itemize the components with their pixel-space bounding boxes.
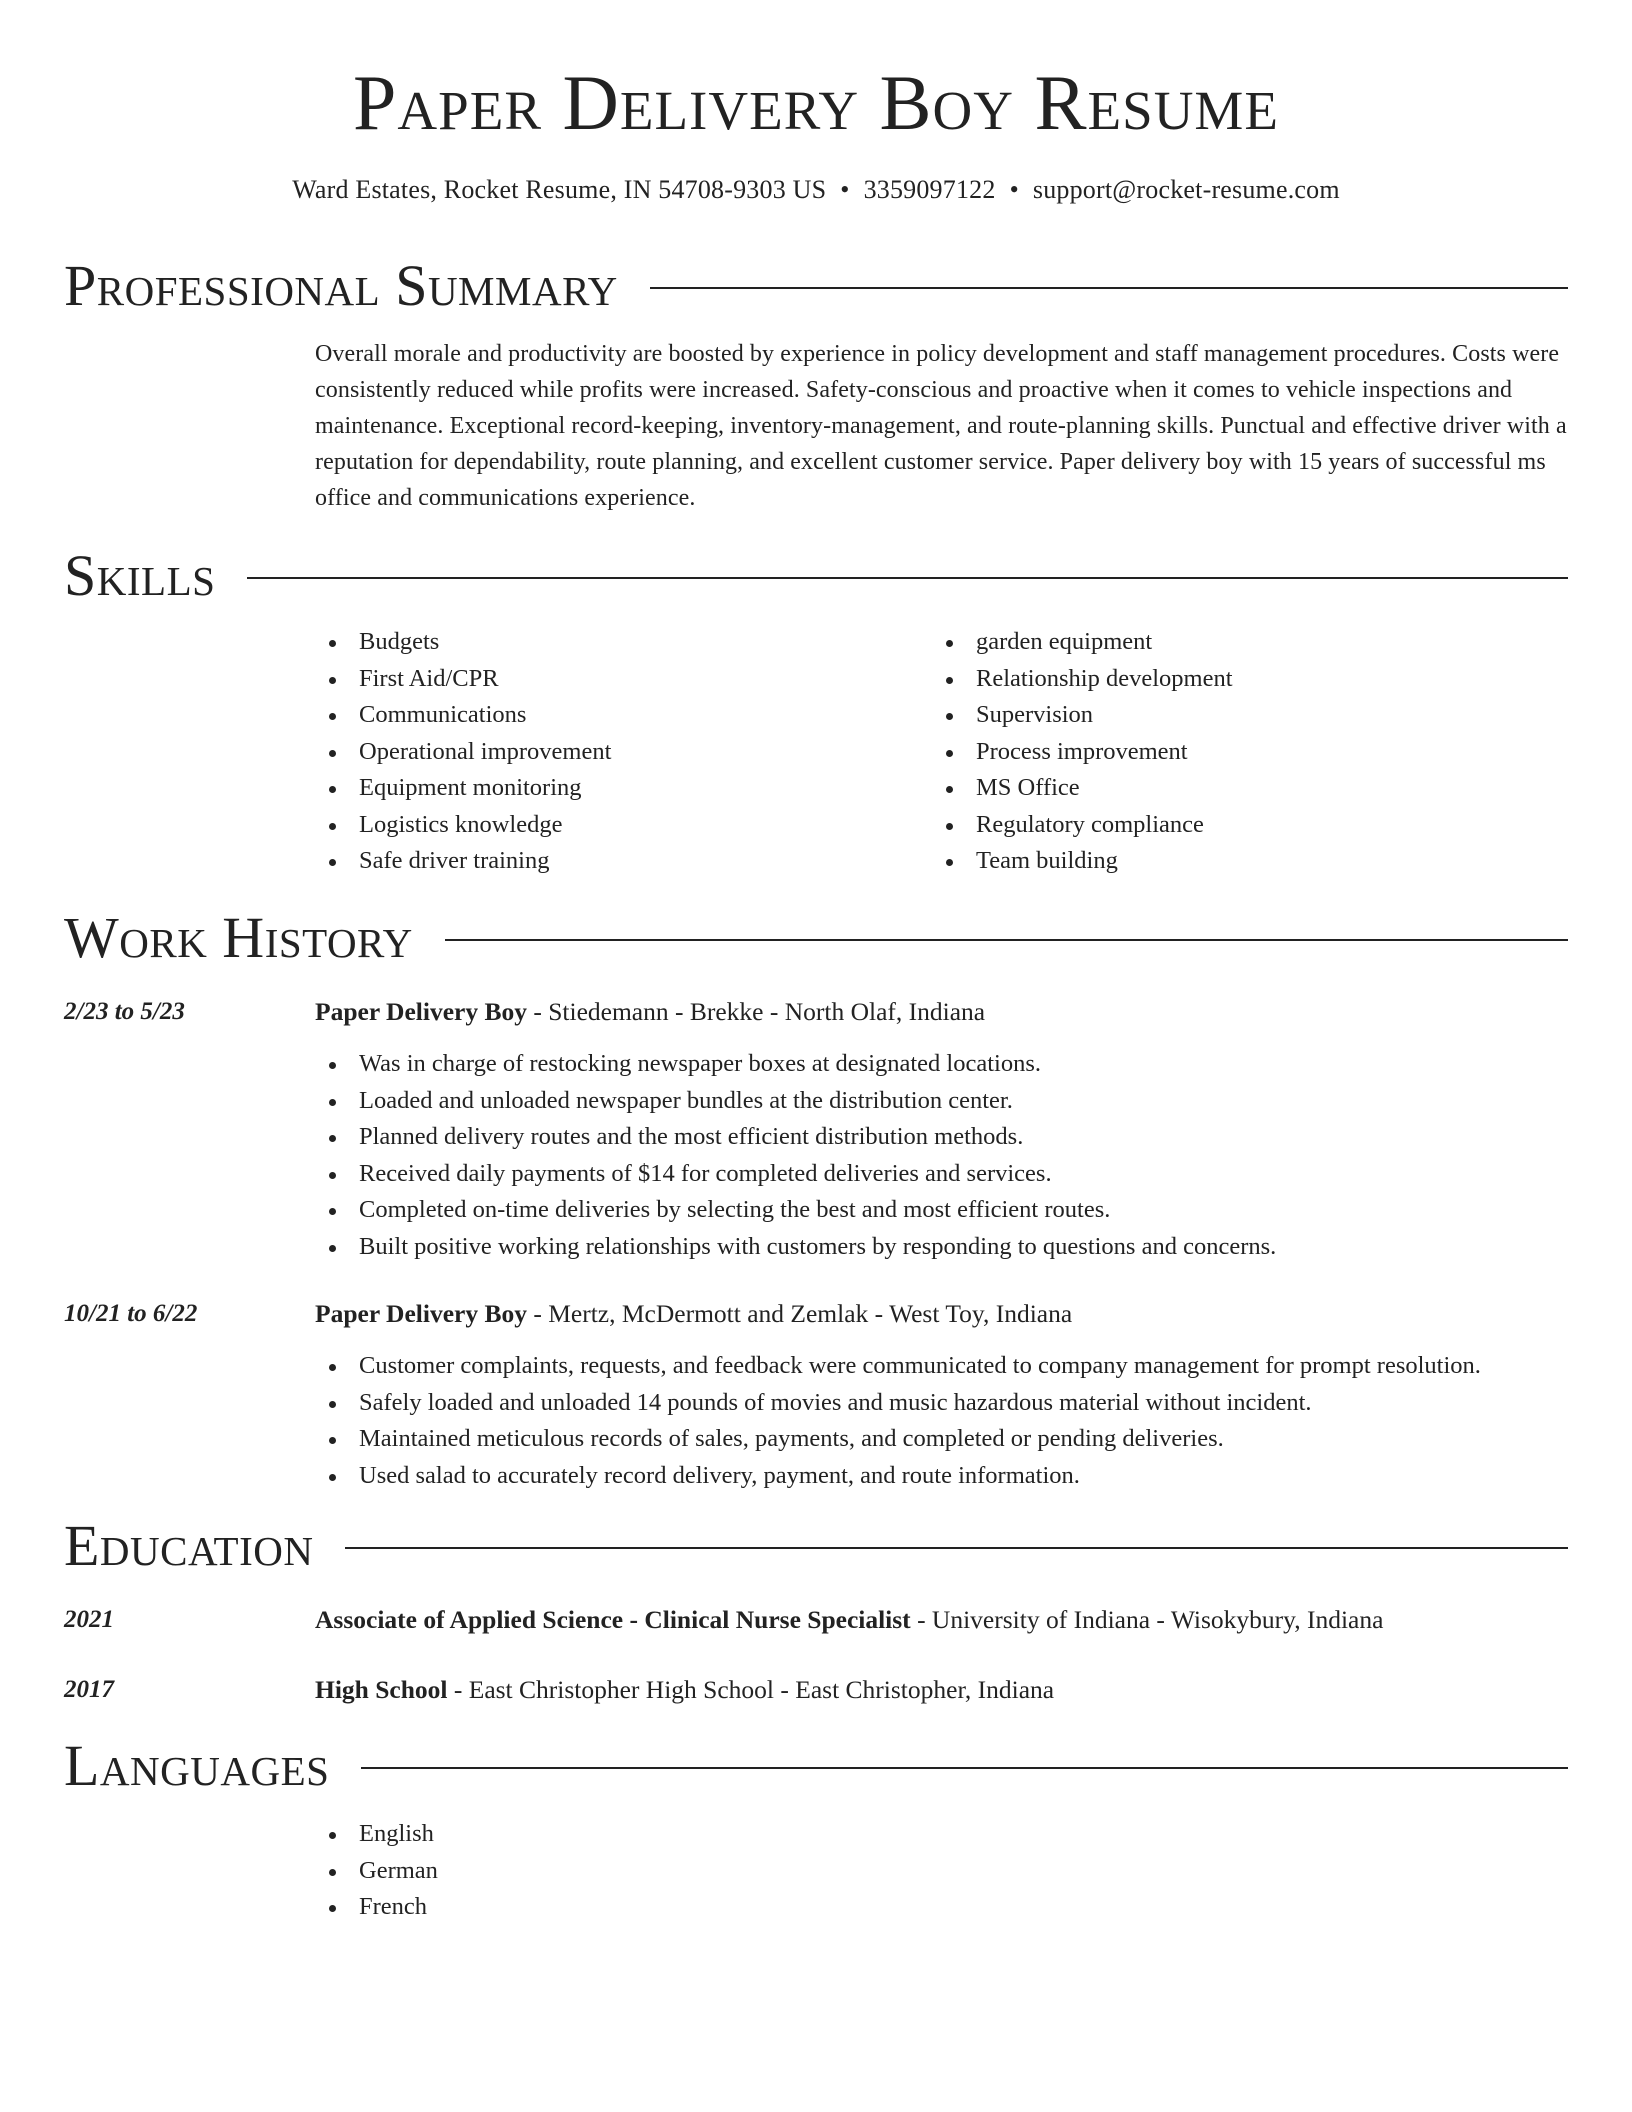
skill-item: Process improvement <box>932 734 1532 771</box>
section-header-work <box>64 906 1568 970</box>
skill-item: Safe driver training <box>315 843 915 880</box>
skills-list-left <box>315 624 915 880</box>
skill-item: garden equipment <box>932 624 1532 661</box>
skill-item: Budgets <box>315 624 915 661</box>
job-details: - Mertz, McDermott and Zemlak - West Toy, Indiana <box>526 1299 1073 1328</box>
job-bullet: Customer complaints, requests, and feedback were communicated to company management for prompt resolution. <box>315 1348 1568 1385</box>
section-title-languages: Languages <box>64 1733 330 1798</box>
skill-item: Supervision <box>932 697 1532 734</box>
language-item: English <box>315 1816 915 1853</box>
skill-item: MS Office <box>932 770 1532 807</box>
skill-item: Communications <box>315 697 915 734</box>
separator-dot: • <box>1009 175 1019 204</box>
education-year: 2021 <box>64 1606 114 1633</box>
job-bullet: Loaded and unloaded newspaper bundles at the distribution center. <box>315 1083 1568 1120</box>
education-entry <box>315 1602 1568 1638</box>
section-title-summary: Professional Summary <box>64 253 618 318</box>
section-title-education: Education <box>64 1513 314 1578</box>
section-title-work: Work History <box>64 905 413 970</box>
job-bullets <box>315 1046 1568 1265</box>
skill-item: First Aid/CPR <box>315 661 915 698</box>
section-header-education <box>64 1514 1568 1578</box>
skill-item: Equipment monitoring <box>315 770 915 807</box>
job-bullet: Was in charge of restocking newspaper boxes at designated locations. <box>315 1046 1568 1083</box>
section-header-summary <box>64 254 1568 318</box>
language-item: German <box>315 1853 915 1890</box>
skill-item: Logistics knowledge <box>315 807 915 844</box>
resume-title: Paper Delivery Boy Resume <box>353 59 1279 146</box>
section-divider <box>345 1547 1568 1549</box>
job-bullet: Completed on-time deliveries by selecting the best and most efficient routes. <box>315 1192 1568 1229</box>
skill-item: Team building <box>932 843 1532 880</box>
job-details: - Stiedemann - Brekke - North Olaf, Indiana <box>526 997 986 1026</box>
separator-dot: • <box>840 175 850 204</box>
job-bullet: Received daily payments of $14 for completed deliveries and services. <box>315 1156 1568 1193</box>
education-entry <box>315 1672 1568 1708</box>
section-divider <box>247 577 1568 579</box>
section-header-skills <box>64 544 1568 608</box>
skill-item: Operational improvement <box>315 734 915 771</box>
section-divider <box>650 287 1568 289</box>
job-dates: 2/23 to 5/23 <box>64 998 185 1025</box>
section-divider <box>361 1767 1568 1769</box>
job-title: Paper Delivery Boy <box>315 1299 527 1328</box>
contact-line <box>0 172 1632 208</box>
job-bullet: Safely loaded and unloaded 14 pounds of movies and music hazardous material without incident. <box>315 1385 1568 1422</box>
education-degree: Associate of Applied Science - Clinical Nurse Specialist <box>315 1605 911 1634</box>
job-title: Paper Delivery Boy <box>315 997 527 1026</box>
education-details: - University of Indiana - Wisokybury, Indiana <box>910 1605 1384 1634</box>
job-dates: 10/21 to 6/22 <box>64 1300 198 1327</box>
section-title-skills: Skills <box>64 543 216 608</box>
languages-list <box>315 1816 915 1926</box>
job-bullet: Used salad to accurately record delivery, payment, and route information. <box>315 1458 1568 1495</box>
education-degree: High School <box>315 1675 448 1704</box>
summary-body <box>315 336 1568 516</box>
job-heading <box>315 994 1568 1030</box>
skill-item: Regulatory compliance <box>932 807 1532 844</box>
phone: 3359097122 <box>863 175 996 204</box>
section-divider <box>445 939 1568 941</box>
skill-item: Relationship development <box>932 661 1532 698</box>
job-entry <box>315 994 1568 1265</box>
job-bullets <box>315 1348 1568 1494</box>
education-details: - East Christopher High School - East Christopher, Indiana <box>447 1675 1055 1704</box>
language-item: French <box>315 1889 915 1926</box>
job-bullet: Built positive working relationships with customers by responding to questions and concerns. <box>315 1229 1568 1266</box>
job-heading <box>315 1296 1568 1332</box>
address: Ward Estates, Rocket Resume, IN 54708-9303 US <box>292 175 827 204</box>
section-header-languages <box>64 1734 1568 1798</box>
education-year: 2017 <box>64 1676 114 1703</box>
job-bullet: Planned delivery routes and the most efficient distribution methods. <box>315 1119 1568 1156</box>
job-entry <box>315 1296 1568 1494</box>
job-bullet: Maintained meticulous records of sales, payments, and completed or pending deliveries. <box>315 1421 1568 1458</box>
summary-text: Overall morale and productivity are boosted by experience in policy development and staff management procedures. Costs were consistently reduced while profits were increased. Safety-conscious and proactive when it comes to vehicle inspections and maintenance. Exceptional record-keeping, inventory-management, and route-planning skills. Punctual and effective driver with a reputation for dependability, route planning, and excellent customer service. Paper delivery boy with 15 years of successful ms office and communications experience. <box>315 341 1567 511</box>
email: support@rocket-resume.com <box>1032 175 1340 204</box>
skills-list-right <box>932 624 1532 880</box>
